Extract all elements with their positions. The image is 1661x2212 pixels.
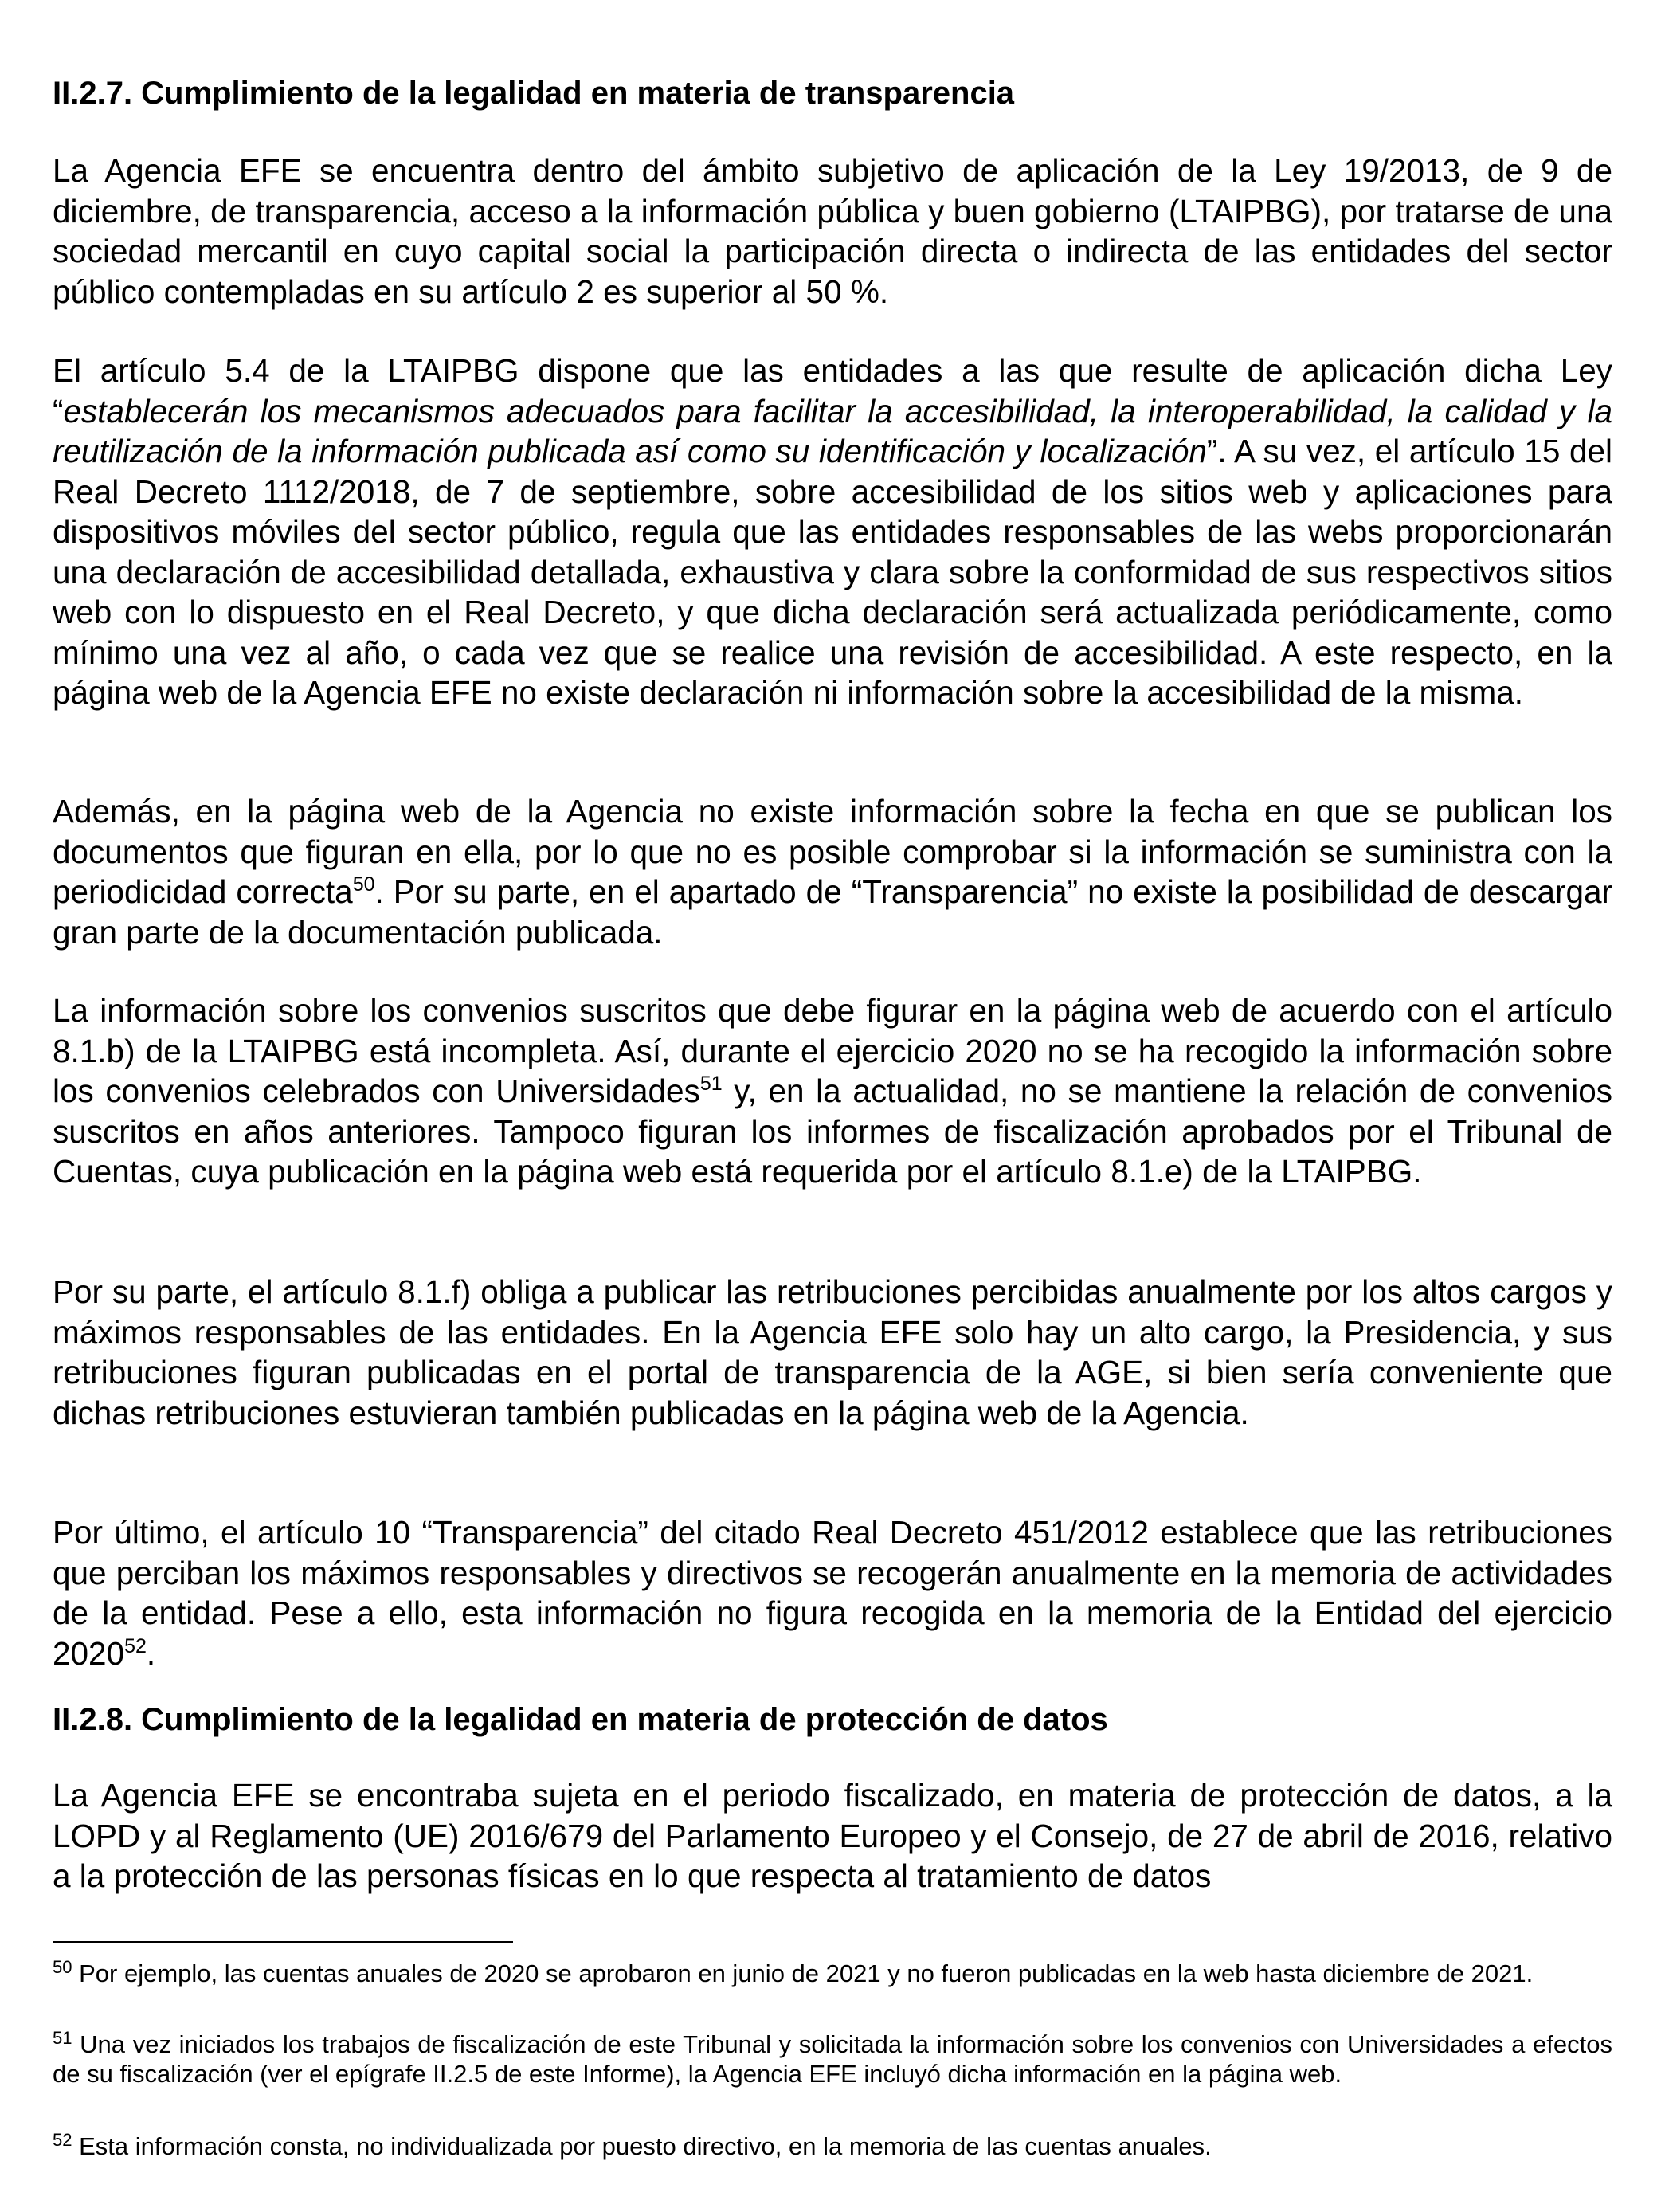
text-run: El artículo 5.4 de la LTAIPBG dispone que las entidades a las que resulte de aplicación dicha Ley “: [53, 352, 1612, 429]
paragraph: La Agencia EFE se encuentra dentro del ámbito subjetivo de aplicación de la Ley 19/2013, de 9 de diciembre, de transparencia, acceso a la información pública y buen gobierno (LTAIPBG), por tratarse de una sociedad mercantil en cuyo capital social la participación directa o indirecta de las entidades del sector público contempladas en su artículo 2 es superior al 50 %.: [53, 152, 1612, 310]
paragraph: La Agencia EFE se encontraba sujeta en el periodo fiscalizado, en materia de protección de datos, a la LOPD y al Reglamento (UE) 2016/679 del Parlamento Europeo y el Consejo, de 27 de abril de 2016, relativo a la protección de las personas físicas en lo que respecta al tratamiento de datos: [53, 1777, 1612, 1894]
footnote-text: Esta información consta, no individualizada por puesto directivo, en la memoria de las cuentas anuales.: [72, 2132, 1212, 2160]
footnote-number: 50: [53, 1957, 72, 1977]
footnote-ref: 50: [352, 873, 375, 896]
paragraph: [53, 791, 1612, 952]
footnote-text: Por ejemplo, las cuentas anuales de 2020 se aprobaron en junio de 2021 y no fueron publicadas en la web hasta diciembre de 2021.: [72, 1959, 1534, 1987]
paragraph: [53, 990, 1612, 1192]
footnote-text: Una vez iniciados los trabajos de fiscalización de este Tribunal y solicitada la información sobre los convenios con Universidades a efectos de su fiscalización (ver el epígrafe II.2.5 de este Informe), la Agencia EFE incluyó dicha información en la página web.: [53, 2030, 1612, 2088]
footnote-ref: 52: [124, 1634, 147, 1657]
paragraph: Por su parte, el artículo 8.1.f) obliga a publicar las retribuciones percibidas anualmente por los altos cargos y máximos responsables de las entidades. En la Agencia EFE solo hay un alto cargo, la Presidencia, y sus retribuciones figuran publicadas en el portal de transparencia de la AGE, si bien sería conveniente que dichas retribuciones estuvieran también publicadas en la página web de la Agencia.: [53, 1273, 1612, 1431]
paragraph: [53, 1512, 1612, 1673]
text-run: ”. A su vez, el artículo 15 del Real Decreto 1112/2018, de 7 de septiembre, sobre accesibilidad de los sitios web y aplicaciones para dispositivos móviles del sector público, regula que las entidades responsables de las webs proporcionarán una declaración de accesibilidad detallada, exhaustiva y clara sobre la conformidad de sus respectivos sitios web con lo dispuesto en el Real Decreto, y que dicha declaración será actualizada periódicamente, como mínimo una vez al año, o cada vez que se realice una revisión de accesibilidad. A este respecto, en la página web de la Agencia EFE no existe declaración ni información sobre la accesibilidad de la misma.: [53, 433, 1613, 711]
footnote-number: 52: [53, 2130, 72, 2150]
footnote: [53, 2132, 1612, 2161]
text-run: Además, en la página web de la Agencia no existe información sobre la fecha en que se publican los documentos que figuran en ella, por lo que no es posible comprobar si la información se suministra con la periodicidad correcta: [53, 793, 1612, 910]
text-run: Por último, el artículo 10 “Transparencia” del citado Real Decreto 451/2012 establece que las retribuciones que perciban los máximos responsables y directivos se recogerán anualmente en la memoria de actividades de la entidad. Pese a ello, esta información no figura recogida en la memoria de la Entidad del ejercicio 2020: [53, 1514, 1612, 1672]
text-run: La información sobre los convenios suscritos que debe figurar en la página web de acuerdo con el artículo 8.1.b) de la LTAIPBG está incompleta. Así, durante el ejercicio 2020 no se ha recogido la información sobre los convenios celebrados con Universidades: [53, 992, 1612, 1109]
footnote-number: 51: [53, 2028, 72, 2048]
footnote: [53, 2030, 1612, 2088]
footnote-ref: 51: [699, 1073, 723, 1095]
text-run: .: [146, 1634, 156, 1672]
paragraph: [53, 351, 1612, 713]
footnote: [53, 1959, 1612, 1988]
footnote-divider: [53, 1941, 513, 1943]
text-run: y, en la actualidad, no se mantiene la relación de convenios suscritos en años anteriores. Tampoco figuran los informes de fiscalización aprobados por el Tribunal de Cuentas, cuya publicación en la página web está requerida por el artículo 8.1.e) de la LTAIPBG.: [53, 1073, 1613, 1190]
section-heading-transparencia: II.2.7. Cumplimiento de la legalidad en materia de transparencia: [53, 76, 1015, 111]
section-heading-proteccion-datos: II.2.8. Cumplimiento de la legalidad en materia de protección de datos: [53, 1702, 1108, 1737]
text-run: . Por su parte, en el apartado de “Transparencia” no existe la posibilidad de descargar gran parte de la documentación publicada.: [53, 873, 1612, 951]
quoted-law-text: establecerán los mecanismos adecuados para facilitar la accesibilidad, la interoperabilidad, la calidad y la reutilización de la información publicada así como su identificación y localización: [53, 392, 1612, 469]
